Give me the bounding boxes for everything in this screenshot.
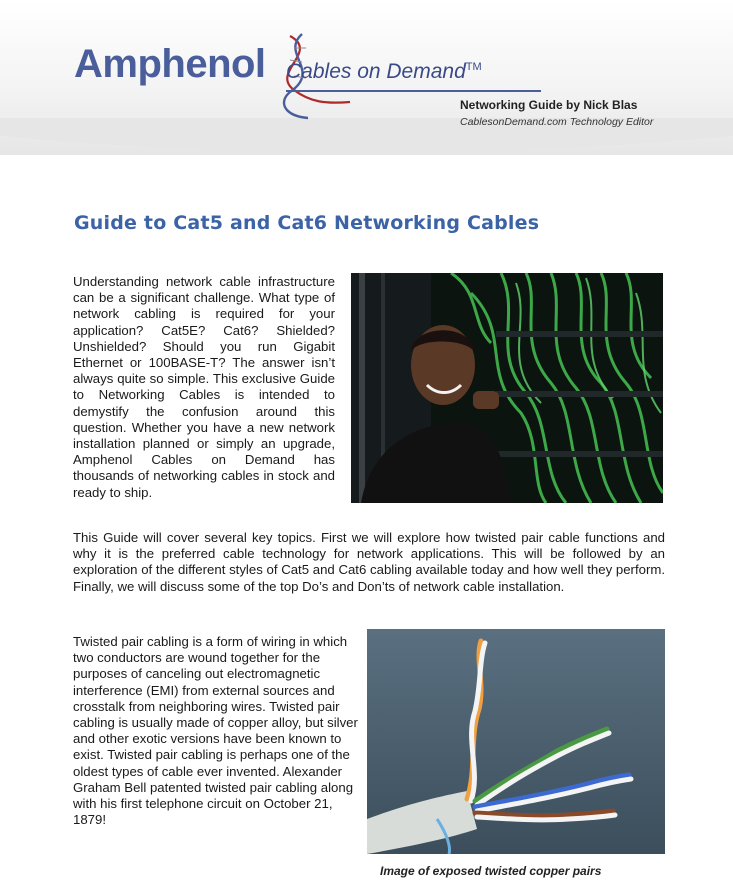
server-rack-image <box>351 273 663 503</box>
amphenol-logo <box>74 40 494 120</box>
brand-name: Amphenol <box>74 42 266 86</box>
article-title: Guide to Cat5 and Cat6 Networking Cables <box>74 212 540 234</box>
twisted-pair-paragraph: Twisted pair cabling is a form of wiring in which two conductors are wound together for the purposes of canceling out electromagnetic interference (EMI) from external sources and crosstalk from neighboring wires. Twisted pair cabling is usually made of copper alloy, but silver and other exotic versions have been known to exist. Twisted pair cabling is perhaps one of the oldest types of cable ever invented. Alexander Graham Bell patented twisted pair cabling along with his first telephone circuit on October 21, 1879! <box>73 634 358 828</box>
trademark: TM <box>465 61 482 73</box>
intro-paragraph: Understanding network cable infrastructure can be a significant challenge. What type of network cabling is required for your application? Cat5E? Cat6? Shielded? Unshielded? Should you run Gigabit Ethernet or 100BASE-T? The answer isn’t always quite so simple. This exclusive Guide to Networking Cables is intended to demystify the confusion around this question. Whether you have a new network installation planned or simply an upgrade, Amphenol Cables on Demand has thousands of networking cables in stock and ready to ship. <box>73 274 335 500</box>
byline: Networking Guide by Nick Blas <box>460 98 638 112</box>
twisted-pairs-photo <box>367 629 665 854</box>
page-header <box>0 0 733 155</box>
technician-photo <box>351 273 663 503</box>
overview-paragraph: This Guide will cover several key topics. First we will explore how twisted pair cable functions and why it is the preferred cable technology for network applications. This will be followed by an exploration of the different styles of Cat5 and Cat6 cabling available today and how well they perform. Finally, we will discuss some of the top Do’s and Don’ts of network cable installation. <box>73 530 665 594</box>
image-caption: Image of exposed twisted copper pairs <box>380 864 602 878</box>
twisted-copper-pairs-image <box>367 629 665 854</box>
logo-rule <box>286 90 541 92</box>
byline-role: CablesonDemand.com Technology Editor <box>460 116 654 128</box>
sub-brand: Cables on Demand™ <box>286 60 482 83</box>
